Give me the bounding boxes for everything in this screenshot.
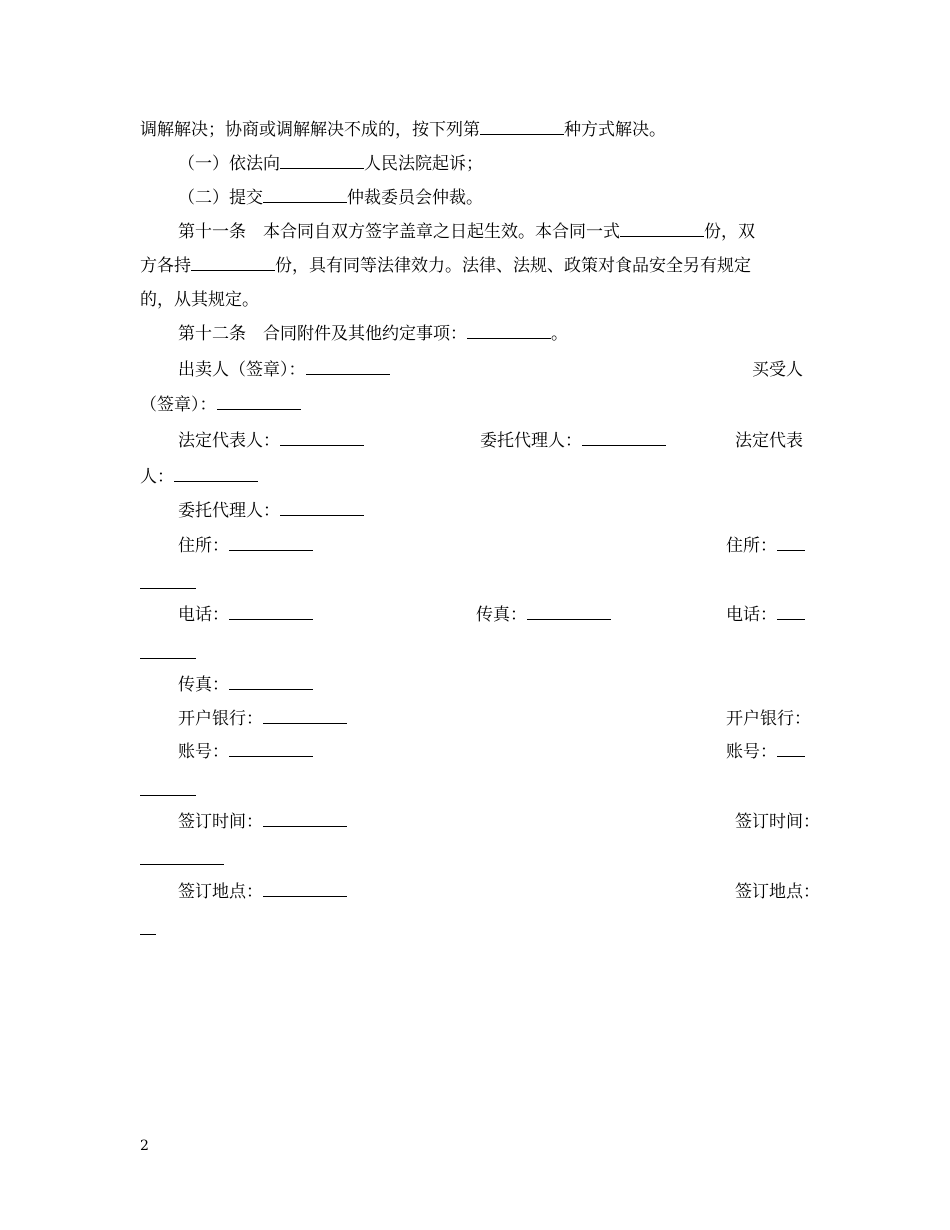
buyer-sign-time-label: 签订时间： <box>735 812 820 832</box>
blank-field <box>777 536 805 551</box>
blank-field <box>280 154 364 169</box>
seller-account-line: 账号： <box>178 741 313 763</box>
seller-address-line: 住所： <box>178 535 313 557</box>
blank-field-continuation <box>140 795 196 796</box>
seller-sign-place-line: 签订地点： <box>178 881 347 903</box>
buyer-fax-line: 传真： <box>178 674 313 696</box>
seller-phone-line: 电话： <box>178 604 313 626</box>
buyer-signature-line: （签章）： <box>140 394 301 416</box>
seller-agent-line: 委托代理人： <box>480 430 666 452</box>
dispute-resolution-line: 调解解决；协商或调解解决不成的，按下列第 种方式解决。 <box>140 120 666 140</box>
blank-field <box>229 675 313 690</box>
buyer-label: 买受人 <box>752 360 803 380</box>
blank-field <box>191 256 275 271</box>
blank-field <box>582 431 666 446</box>
blank-field <box>480 120 564 135</box>
buyer-legal-rep-label: 法定代表 <box>735 431 803 451</box>
blank-field <box>263 709 347 724</box>
buyer-bank-line: 开户银行： <box>726 709 811 729</box>
blank-field <box>620 222 704 237</box>
buyer-legal-rep-cont: 人： <box>140 466 258 488</box>
blank-field <box>263 882 347 897</box>
blank-field <box>280 501 364 516</box>
seller-bank-line: 开户银行： <box>178 708 347 730</box>
blank-field <box>527 605 611 620</box>
blank-field <box>306 360 390 375</box>
blank-field <box>229 742 313 757</box>
seller-legal-rep-line: 法定代表人： <box>178 430 364 452</box>
blank-field <box>174 467 258 482</box>
seller-sign-time-line: 签订时间： <box>178 811 347 833</box>
blank-field <box>229 536 313 551</box>
blank-field <box>777 605 805 620</box>
buyer-account-line: 账号： <box>726 741 805 763</box>
blank-field <box>263 812 347 827</box>
buyer-agent-line: 委托代理人： <box>178 500 364 522</box>
blank-field <box>217 395 301 410</box>
blank-field <box>467 324 551 339</box>
seller-fax-line: 传真： <box>476 604 611 626</box>
article-11-line-3: 的，从其规定。 <box>140 290 259 310</box>
seller-signature-line: 出卖人（签章）： <box>178 359 390 381</box>
option-court-line: （一）依法向 人民法院起诉； <box>178 154 483 174</box>
option-arbitration-line: （二）提交 仲裁委员会仲裁。 <box>178 188 483 208</box>
buyer-phone-line: 电话： <box>726 604 805 626</box>
blank-field-continuation <box>140 658 196 659</box>
page-number: 2 <box>140 1138 149 1154</box>
article-11-line-1: 第十一条 本合同自双方签字盖章之日起生效。本合同一式 份，双 <box>178 222 755 242</box>
article-11-line-2: 方各持 份，具有同等法律效力。法律、法规、政策对食品安全另有规定 <box>140 256 751 276</box>
buyer-address-line: 住所： <box>726 535 805 557</box>
blank-field <box>280 431 364 446</box>
blank-field-continuation <box>140 934 156 935</box>
blank-field-continuation <box>140 864 224 865</box>
blank-field-continuation <box>140 588 196 589</box>
buyer-sign-place-label: 签订地点： <box>735 882 820 902</box>
blank-field <box>777 742 805 757</box>
article-12-line: 第十二条 合同附件及其他约定事项： 。 <box>178 324 568 344</box>
blank-field <box>229 605 313 620</box>
blank-field <box>263 188 347 203</box>
